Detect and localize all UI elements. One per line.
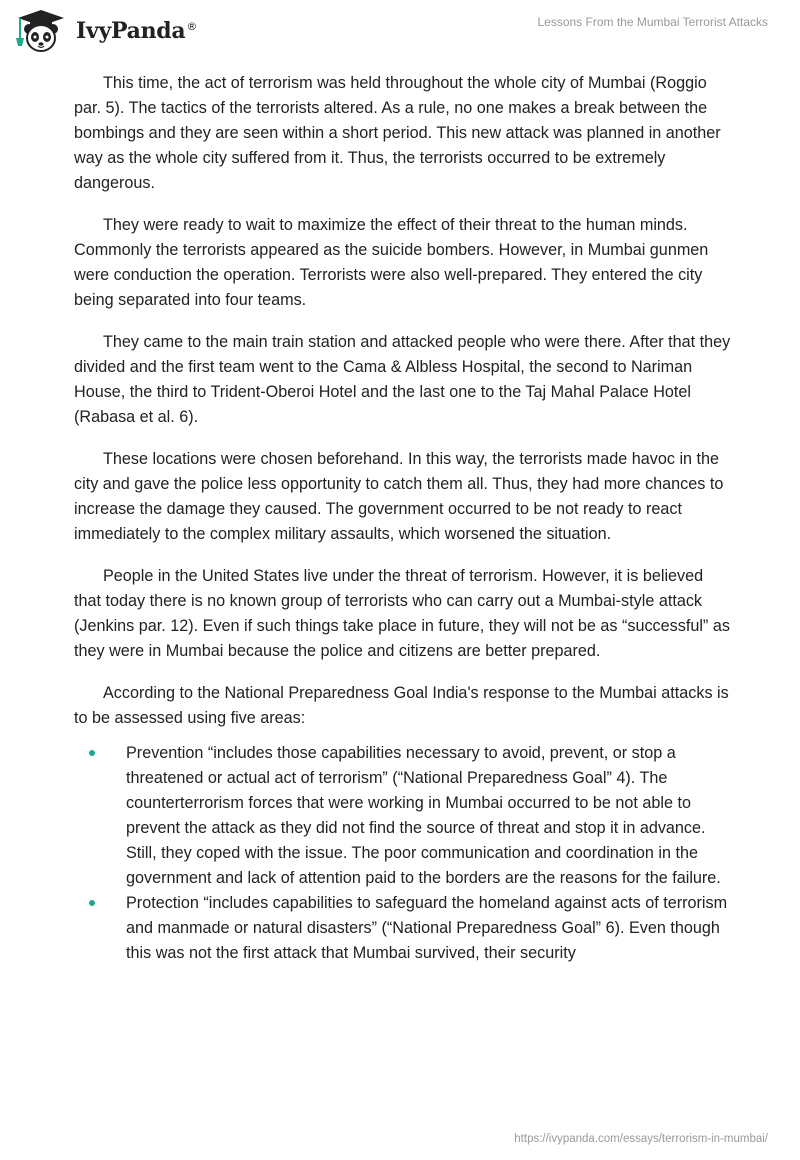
essay-body (74, 71, 734, 966)
page-header (0, 0, 800, 62)
bullet-dot-icon (89, 900, 95, 906)
list-item (74, 741, 734, 891)
paragraph: They were ready to wait to maximize the effect of their threat to the human minds. Commonly the terrorists appeared as the suicide bombers. However, in Mumbai gunmen were conduction the operation. Terrorists were also well-prepared. They entered the city being separated into four teams. (74, 216, 709, 309)
paragraph: This time, the act of terrorism was held throughout the whole city of Mumbai (Roggio par. 5). The tactics of the terrorists altered. As a rule, no one makes a break between the bombings and they are seen within a short period. This new attack was planned in another way as the whole city suffered from it. Thus, the terrorists occurred to be extremely dangerous. (74, 74, 721, 192)
list-item (74, 891, 734, 966)
bullet-list (74, 741, 734, 966)
paragraph: These locations were chosen beforehand. In this way, the terrorists made havoc in the city and gave the police less opportunity to catch them all. Thus, they had more chances to increase the damage they caused. The government occurred to be not ready to react immediately to the complex military assaults, which worsened the situation. (74, 450, 724, 543)
brand-logo[interactable] (14, 8, 197, 54)
paragraph: According to the National Preparedness Goal India's response to the Mumbai attacks is to be assessed using five areas: (74, 684, 729, 727)
list-item-text: Protection “includes capabilities to safeguard the homeland against acts of terrorism and manmade or natural disasters” (“National Preparedness Goal” 6). Even though this was not the first attack that Mumbai survived, their security (126, 894, 728, 962)
bullet-dot-icon (89, 750, 95, 756)
paragraph: They came to the main train station and attacked people who were there. After that they divided and the first team went to the Cama & Albless Hospital, the second to Nariman House, the third to Trident-Oberoi Hotel and the last one to the Taj Mahal Palace Hotel (Rabasa et al. 6). (74, 333, 731, 426)
document-title: Lessons From the Mumbai Terrorist Attacks (537, 15, 768, 29)
registered-mark: ® (186, 19, 198, 33)
brand-name: IvyPanda® (76, 18, 198, 44)
panda-graduate-icon (14, 8, 68, 54)
list-item-text: Prevention “includes those capabilities necessary to avoid, prevent, or stop a threatened or actual act of terrorism” (“National Preparedness Goal” 4). The counterterrorism forces that were working in Mumbai occurred to be not able to prevent the attack as they did not find the source of threat and stop it in advance. Still, they coped with the issue. The poor communication and coordination in the government and lack of attention paid to the borders are the reasons for the failure. (126, 744, 721, 887)
paragraph: People in the United States live under the threat of terrorism. However, it is believed that today there is no known group of terrorists who can carry out a Mumbai-style attack (Jenkins par. 12). Even if such things take place in future, they will not be as “successful” as they were in Mumbai because the police and citizens are better prepared. (74, 567, 730, 660)
source-url[interactable]: https://ivypanda.com/essays/terrorism-in-mumbai/ (514, 1133, 768, 1145)
